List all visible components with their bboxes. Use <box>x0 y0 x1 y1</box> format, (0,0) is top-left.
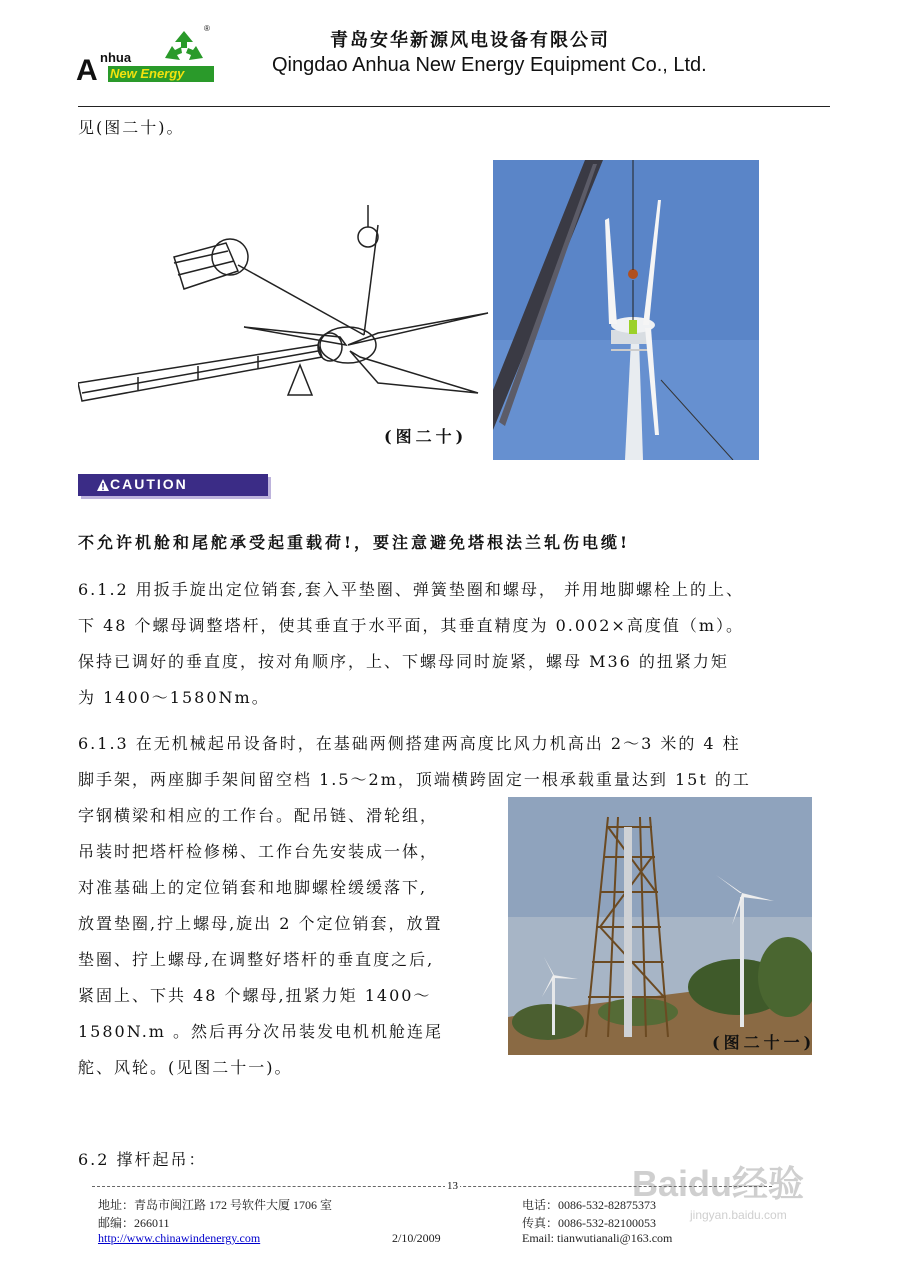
section-613-line: 1580N.m 。然后再分次吊装发电机机舱连尾 <box>78 1022 444 1041</box>
footer-date: 2/10/2009 <box>392 1231 441 1245</box>
footer-phone: 电话：0086-532-82875373 <box>522 1198 656 1212</box>
figure20-drawing <box>78 205 492 455</box>
section-62-heading: 6.2 撑杆起吊： <box>78 1150 207 1169</box>
footer-postcode: 邮编：266011 <box>98 1216 170 1230</box>
section-613-full <box>78 726 838 798</box>
footer-website-link[interactable]: http://www.chinawindenergy.com <box>98 1231 261 1245</box>
section-612-line: 为 1400～1580Nm。 <box>78 688 270 707</box>
figure20-caption: (图二十) <box>384 427 468 446</box>
section-613-line: 吊装时把塔杆检修梯、工作台先安装成一体， <box>78 842 439 861</box>
page-number: 13 <box>447 1180 458 1192</box>
section-613-line: 紧固上、下共 48 个螺母,扭紧力矩 1400～ <box>78 986 432 1005</box>
recycle-icon <box>160 28 208 64</box>
warning-triangle-icon <box>96 478 110 492</box>
figure20-photo <box>493 160 759 460</box>
section-612-line: 保持已调好的垂直度，按对角顺序，上、下螺母同时旋紧，螺母 M36 的扭紧力矩 <box>78 652 729 671</box>
section-613-line: 垫圈、拧上螺母,在调整好塔杆的垂直度之后, <box>78 950 435 969</box>
footer-fax: 传真：0086-532-82100053 <box>522 1216 656 1230</box>
section-613-line: 6.1.3 在无机械起吊设备时，在基础两侧搭建两高度比风力机高出 2～3 米的 4 柱 <box>78 734 741 753</box>
section-613-line: 放置垫圈,拧上螺母,旋出 2 个定位销套，放置 <box>78 914 443 933</box>
intro-line: 见(图二十)。 <box>78 118 185 137</box>
watermark-url: jingyan.baidu.com <box>690 1208 787 1222</box>
warning-text: 不允许机舱和尾舵承受起重载荷!，要注意避免塔根法兰轧伤电缆! <box>78 533 631 552</box>
section-612-line: 下 48 个螺母调整塔杆，使其垂直于水平面，其垂直精度为 0.002×高度值（m）。 <box>78 616 745 635</box>
logo-tagline: New Energy <box>110 66 185 81</box>
footer-divider <box>92 1186 772 1187</box>
figure21-caption: (图二十一) <box>712 1033 816 1052</box>
logo-brand: nhua <box>100 50 132 65</box>
section-612 <box>78 572 838 716</box>
section-613-narrow <box>78 798 502 1086</box>
registered-mark: ® <box>204 24 210 33</box>
section-613-line: 对准基础上的定位销套和地脚螺栓缓缓落下, <box>78 878 428 897</box>
company-name-en: Qingdao Anhua New Energy Equipment Co., Ltd. <box>272 54 707 76</box>
section-613-line: 脚手架，两座脚手架间留空档 1.5～2m，顶端横跨固定一根承载重量达到 15t 的工 <box>78 770 751 789</box>
figure21-photo <box>508 797 812 1055</box>
header-divider <box>78 106 830 107</box>
section-613-line: 舵、风轮。(见图二十一)。 <box>78 1058 293 1077</box>
watermark-brand: Baidu经验 <box>632 1163 805 1204</box>
caution-label: CAUTION <box>110 476 188 492</box>
section-612-line: 6.1.2 用扳手旋出定位销套,套入平垫圈、弹簧垫圈和螺母， 并用地脚螺栓上的上、 <box>78 580 744 599</box>
footer-email: Email: tianwutianali@163.com <box>522 1231 673 1245</box>
footer-address: 地址：青岛市闽江路 172 号软件大厦 1706 室 <box>98 1198 333 1212</box>
logo-letter: A <box>76 54 98 87</box>
section-613-line: 字钢横梁和相应的工作台。配吊链、滑轮组， <box>78 806 439 825</box>
company-name-cn: 青岛安华新源风电设备有限公司 <box>330 30 610 51</box>
